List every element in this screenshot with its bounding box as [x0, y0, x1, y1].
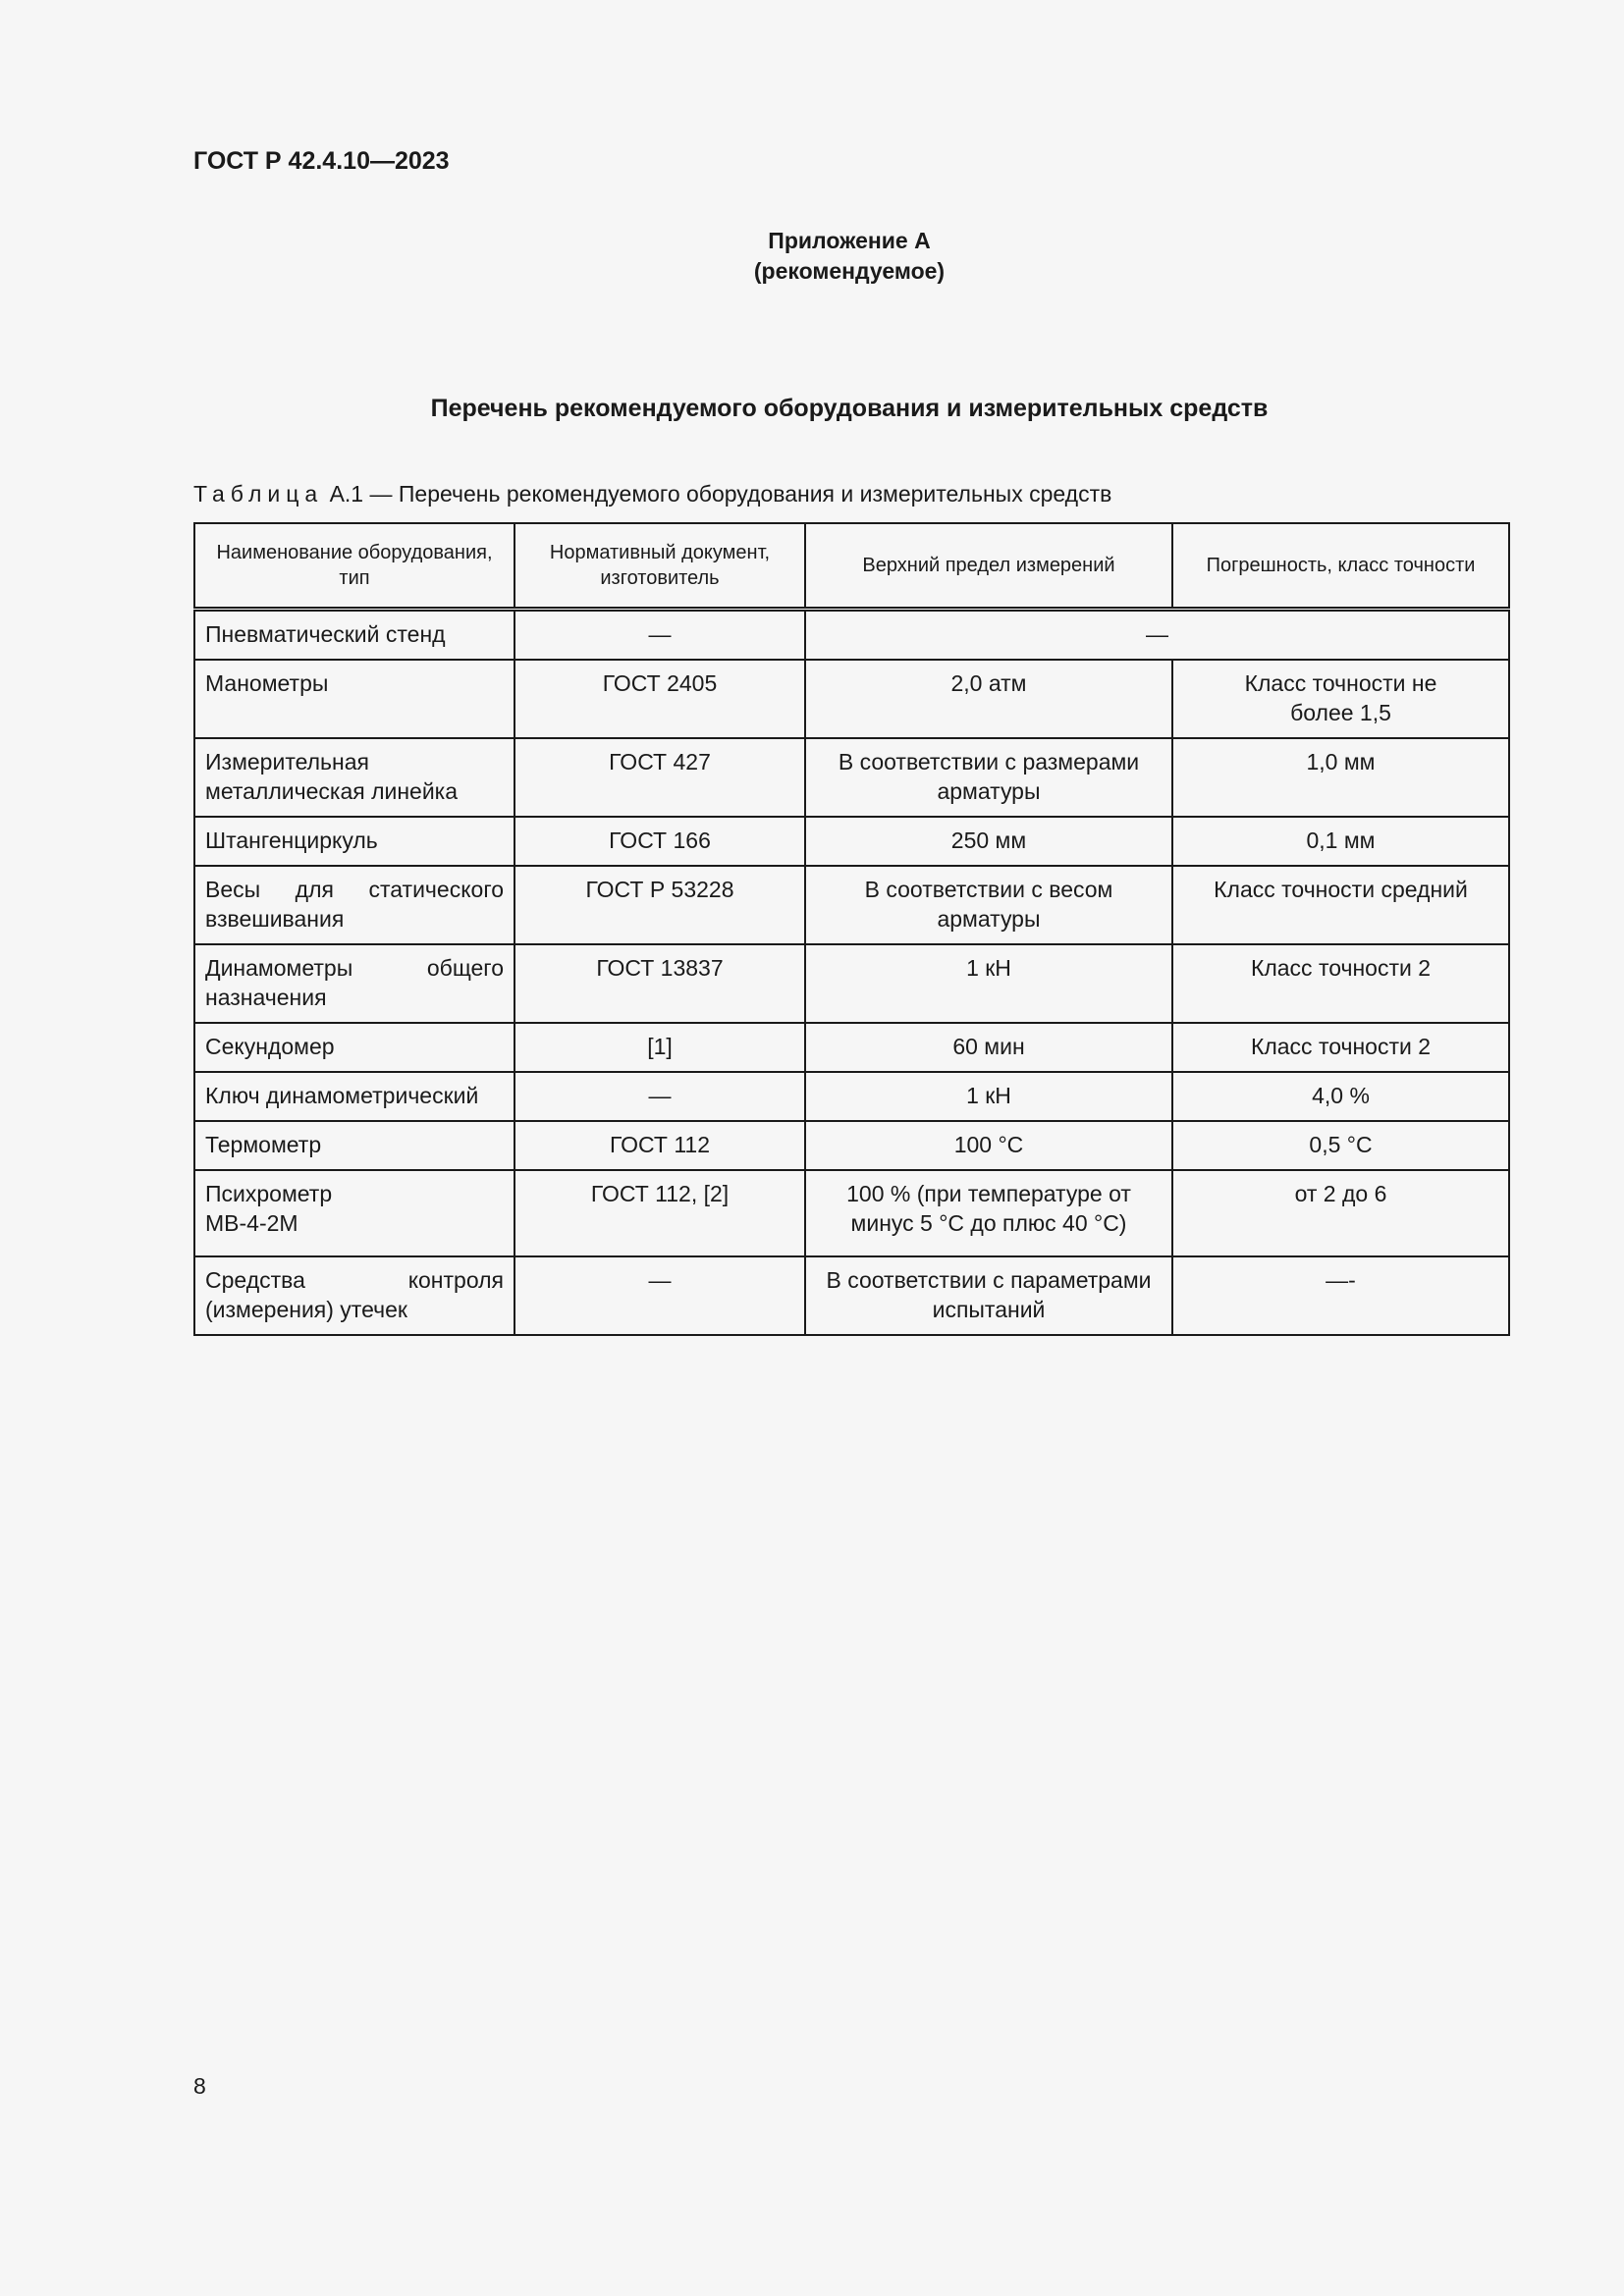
cell-name: Динамометры общего назначения: [194, 944, 514, 1023]
cell-document: ГОСТ Р 53228: [514, 866, 805, 944]
cell-accuracy: 0,1 мм: [1172, 817, 1509, 866]
appendix-title: Приложение А: [768, 228, 931, 253]
table-row: [194, 610, 1509, 661]
cell-document: ГОСТ 13837: [514, 944, 805, 1023]
cell-upper-limit: В соответствии с размерами арматуры: [805, 738, 1172, 817]
cell-document: ГОСТ 112, [2]: [514, 1170, 805, 1256]
table-caption: [193, 481, 1111, 507]
cell-name: Измерительная металлическая линейка: [194, 738, 514, 817]
cell-name: Секундомер: [194, 1023, 514, 1072]
table-row: [194, 660, 1509, 738]
equipment-table: [193, 522, 1510, 1336]
document-code: ГОСТ Р 42.4.10—2023: [193, 147, 450, 175]
cell-upper-limit: В соответствии с весом арматуры: [805, 866, 1172, 944]
appendix-heading: [0, 226, 1624, 287]
cell-accuracy: Класс точности средний: [1172, 866, 1509, 944]
cell-upper-limit: 250 мм: [805, 817, 1172, 866]
cell-accuracy: 1,0 мм: [1172, 738, 1509, 817]
table-row: [194, 1023, 1509, 1072]
header-cell-name: Наименование оборудования, тип: [194, 523, 514, 610]
table-row: [194, 944, 1509, 1023]
table-row: [194, 817, 1509, 866]
cell-upper-limit: 100 % (при температуре от минус 5 °С до плюс 40 °С): [805, 1170, 1172, 1256]
cell-accuracy: Класс точности 2: [1172, 944, 1509, 1023]
header-cell-accuracy: Погрешность, класс точности: [1172, 523, 1509, 610]
table-caption-label: Таблица: [193, 481, 324, 507]
section-title: Перечень рекомендуемого оборудования и измерительных средств: [430, 395, 1269, 422]
table-row: [194, 1121, 1509, 1170]
cell-name: Манометры: [194, 660, 514, 738]
appendix-status: (рекомендуемое): [753, 258, 946, 284]
header-cell-document: Нормативный документ, изготовитель: [514, 523, 805, 610]
header-cell-upper-limit: Верхний предел измерений: [805, 523, 1172, 610]
cell-accuracy: —-: [1172, 1256, 1509, 1335]
cell-document: —: [514, 610, 805, 661]
cell-document: [1]: [514, 1023, 805, 1072]
cell-upper-limit: 60 мин: [805, 1023, 1172, 1072]
cell-upper-limit: 1 кН: [805, 944, 1172, 1023]
cell-upper-limit: 2,0 атм: [805, 660, 1172, 738]
cell-document: ГОСТ 2405: [514, 660, 805, 738]
table-row: [194, 1170, 1509, 1256]
table-row: [194, 1072, 1509, 1121]
cell-upper-limit: 100 °С: [805, 1121, 1172, 1170]
table-row: [194, 866, 1509, 944]
cell-document: ГОСТ 112: [514, 1121, 805, 1170]
cell-name: [194, 1170, 514, 1256]
cell-document: ГОСТ 166: [514, 817, 805, 866]
cell-accuracy: Класс точности 2: [1172, 1023, 1509, 1072]
table-row: [194, 738, 1509, 817]
cell-accuracy: 4,0 %: [1172, 1072, 1509, 1121]
page-number: 8: [193, 2073, 206, 2099]
cell-name: Штангенциркуль: [194, 817, 514, 866]
table-header-row: [194, 523, 1509, 610]
table-row: [194, 1256, 1509, 1335]
cell-upper-limit: В соответствии с параметрами испытаний: [805, 1256, 1172, 1335]
cell-document: ГОСТ 427: [514, 738, 805, 817]
cell-name: Пневматический стенд: [194, 610, 514, 661]
cell-accuracy: Класс точности не более 1,5: [1172, 660, 1509, 738]
cell-name: Средства контроля (измерения) утечек: [194, 1256, 514, 1335]
cell-name-line1: Психрометр: [205, 1181, 333, 1206]
cell-document: —: [514, 1072, 805, 1121]
cell-upper-limit: 1 кН: [805, 1072, 1172, 1121]
cell-accuracy: 0,5 °С: [1172, 1121, 1509, 1170]
cell-accuracy: от 2 до 6: [1172, 1170, 1509, 1256]
cell-name: Весы для статического взвешивания: [194, 866, 514, 944]
cell-name-line2: МВ-4-2М: [205, 1210, 298, 1236]
cell-name: Термометр: [194, 1121, 514, 1170]
cell-document: —: [514, 1256, 805, 1335]
cell-merged-limit-accuracy: —: [805, 610, 1509, 661]
cell-name: Ключ динамометрический: [194, 1072, 514, 1121]
table-caption-text: А.1 — Перечень рекомендуемого оборудования и измерительных средств: [329, 481, 1112, 507]
